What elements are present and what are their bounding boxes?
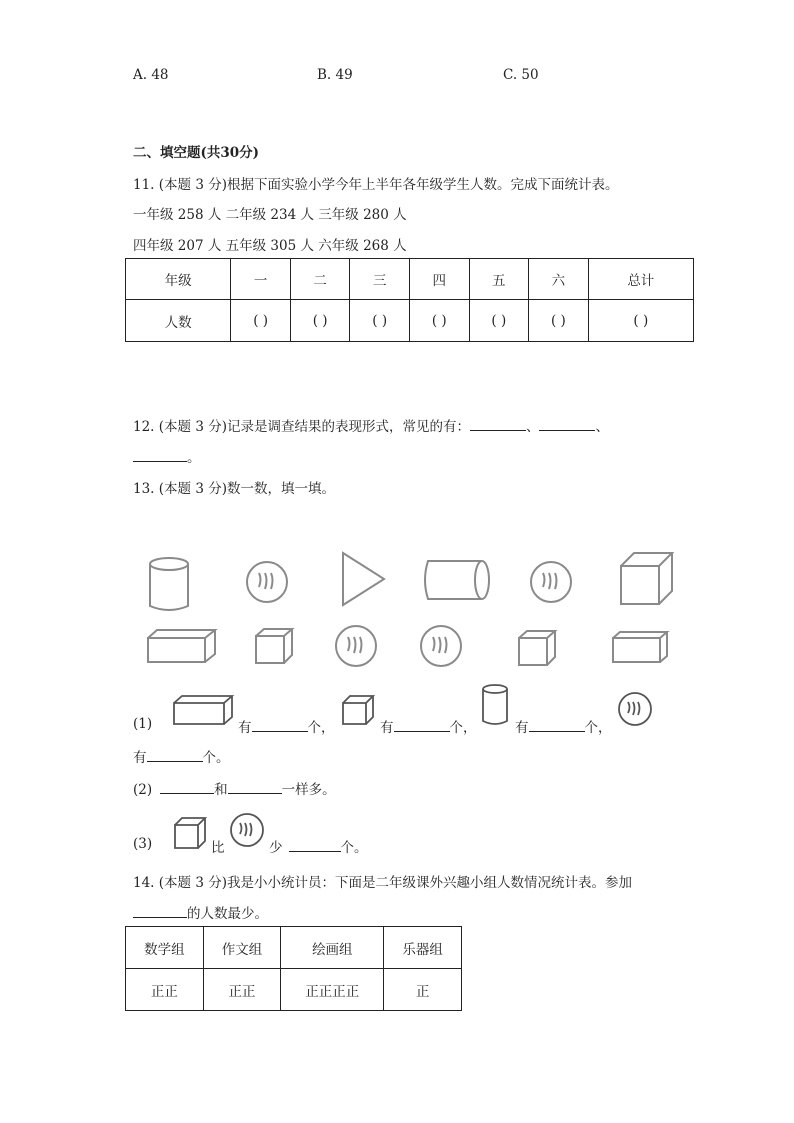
cylinder-icon [146,556,192,614]
you-label: 有 [515,720,529,736]
count-row-label: 人数 [126,300,231,342]
same-blank-2[interactable] [228,793,282,794]
you-label: 有 [133,750,147,766]
cuboid-icon [171,693,235,727]
cylinder-count-blank[interactable] [529,731,585,732]
q14-prompt: 14. (本题 3 分)我是小小统计员：下面是二年级课外兴趣小组人数情况统计表。参加 [133,875,632,891]
ge-end-label: 个。 [202,750,230,766]
count-answer-cell[interactable]: ( ) [231,300,291,342]
interest-group-table [125,926,462,1011]
q11-line2: 四年级 207 人 五年级 305 人 六年级 268 人 [133,238,407,254]
q13-sub1-c [515,716,612,736]
same-label: 一样多。 [281,782,336,798]
count-answer-cell[interactable]: ( ) [350,300,410,342]
ball-icon [528,559,574,605]
ball-count-blank[interactable] [147,761,203,762]
shao-label: 少 [269,840,283,856]
cuboid-count-blank[interactable] [252,731,308,732]
ge-label: 个， [584,720,612,736]
grade-header-cell: 二 [290,259,350,300]
q12-blank-2[interactable] [539,430,595,431]
option-a[interactable]: A. 48 [133,67,169,83]
group-tally-cell: 正正 [203,969,281,1011]
option-c[interactable]: C. 50 [503,67,539,83]
cube-icon [172,815,208,851]
cube-count-blank[interactable] [394,731,450,732]
small-cube-icon [253,626,295,666]
ge-label: 个， [449,720,477,736]
and-label: 和 [214,782,228,798]
q14-prompt2: 的人数最少。 [187,906,268,922]
group-tally-cell: 正 [384,969,462,1011]
ge-label: 个， [307,720,335,736]
cube-icon [618,550,676,608]
group-header-cell: 作文组 [203,927,281,969]
q11-line1: 一年级 258 人 二年级 234 人 三年级 280 人 [133,207,407,223]
ball-icon [418,623,464,669]
option-b[interactable]: B. 49 [317,67,353,83]
q11-prompt: 11. (本题 3 分)根据下面实验小学今年上半年各年级学生人数。完成下面统计表。 [133,177,619,193]
cuboid-icon [610,629,670,665]
q12-sep: 、 [595,419,609,435]
you-label: 有 [238,720,252,736]
count-answer-cell[interactable]: ( ) [409,300,469,342]
q13-sub2-num: (2) [133,782,153,798]
q14-blank[interactable] [133,917,187,918]
q14-line2 [133,902,268,922]
count-answer-cell[interactable]: ( ) [529,300,589,342]
section-title: 二、填空题(共30分) [133,145,260,161]
grade-header-cell: 五 [469,259,529,300]
group-header-cell: 绘画组 [281,927,384,969]
q12-blank-3[interactable] [133,461,187,462]
cylinder-icon [480,683,510,727]
ball-icon [228,811,266,849]
q13-sub1-a [238,716,335,736]
lying-cylinder-icon [420,557,492,603]
ball-icon [616,690,654,728]
q12-sep: 、 [525,419,540,435]
count-answer-cell[interactable]: ( ) [290,300,350,342]
group-header-cell: 乐器组 [384,927,462,969]
count-answer-cell[interactable]: ( ) [469,300,529,342]
q13-sub1-num: (1) [133,716,153,732]
q12-line [133,415,609,435]
group-header-row [126,927,462,969]
cube-icon [340,693,376,727]
bi-label: 比 [211,840,225,856]
you-label: 有 [380,720,394,736]
grade-header-cell: 四 [409,259,469,300]
q13-sub1-d [133,746,230,766]
q13-sub3-num: (3) [133,836,153,852]
grade-table [125,258,694,342]
small-cube-icon [516,628,558,668]
count-answer-cell[interactable]: ( ) [588,300,693,342]
cuboid-icon [145,627,219,665]
q12-line2 [133,446,201,466]
q12-end: 。 [187,450,201,466]
group-tally-cell: 正正 [126,969,204,1011]
grade-header-cell: 总计 [588,259,693,300]
grade-header-cell: 三 [350,259,410,300]
q12-blank-1[interactable] [470,430,526,431]
ball-icon [333,623,379,669]
ge-end-label: 个。 [340,840,368,856]
same-blank-1[interactable] [160,793,214,794]
triangle-icon [340,550,388,608]
q13-sub2 [133,778,336,798]
grade-header-cell: 六 [529,259,589,300]
grade-header-cell: 年级 [126,259,231,300]
q13-sub3-rest [269,836,368,856]
group-tally-cell: 正正正正 [281,969,384,1011]
group-header-cell: 数学组 [126,927,204,969]
ball-icon [244,559,290,605]
group-tally-row [126,969,462,1011]
q13-prompt: 13. (本题 3 分)数一数，填一填。 [133,481,335,497]
less-count-blank[interactable] [289,851,341,852]
q12-prompt: 12. (本题 3 分)记录是调查结果的表现形式，常见的有： [133,419,470,435]
grade-header-cell: 一 [231,259,291,300]
grade-table-header-row [126,259,694,300]
q13-sub1-b [380,716,477,736]
grade-table-count-row [126,300,694,342]
